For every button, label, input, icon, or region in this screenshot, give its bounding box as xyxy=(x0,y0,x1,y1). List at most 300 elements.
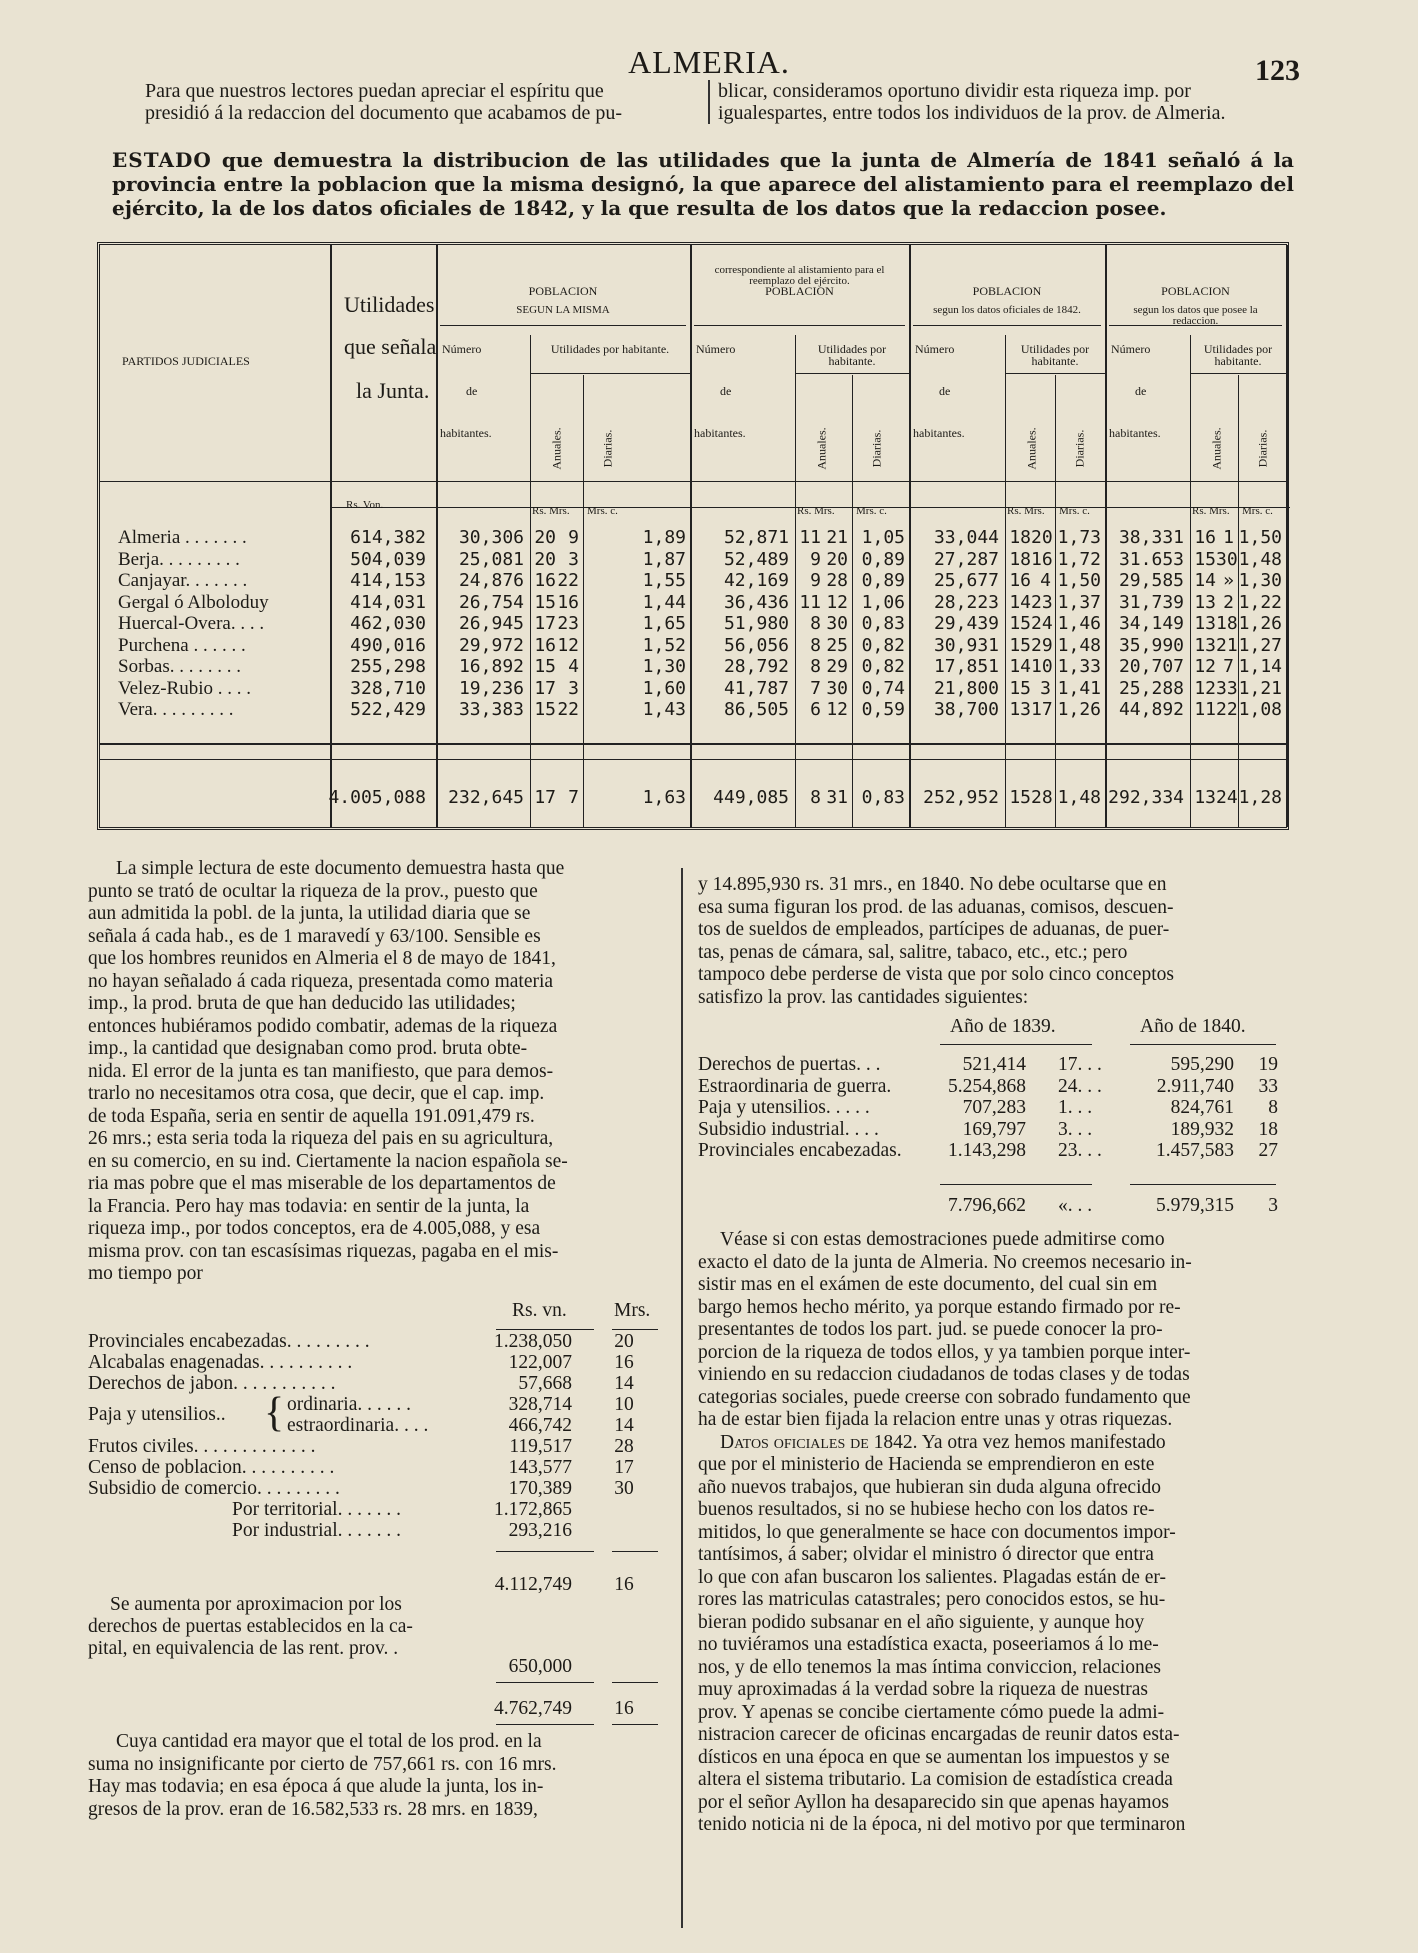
total-1839: 7.796,662 xyxy=(948,1195,1026,1216)
cell-habitantes: 29,972 xyxy=(458,634,524,656)
list-label: ordinaria. . . . . . xyxy=(287,1394,412,1415)
cell-diarias: 0,82 xyxy=(861,656,905,677)
cell-diarias: 1,46 xyxy=(1057,613,1101,634)
cell-anuales-rs: 12 xyxy=(1194,656,1216,677)
row-partido: Velez-Rubio . . . . xyxy=(118,677,251,699)
cell-anuales-rs: 8 xyxy=(810,613,821,634)
body-line: Hay mas todavia; en esa época á que alude la junta, los in- xyxy=(88,1776,544,1797)
header-poblacion: POBLACION xyxy=(1161,284,1230,298)
list-mrs: 10 xyxy=(614,1394,634,1415)
cell-utilidades: 614,382 xyxy=(350,527,426,548)
cell-anuales-rs: 12 xyxy=(1194,677,1216,699)
cell-anuales-mrs: 21 xyxy=(826,527,848,548)
header-numero: Número xyxy=(915,342,955,356)
list-rs: 119,517 xyxy=(509,1436,572,1457)
cell-diarias: 1,48 xyxy=(1057,634,1101,656)
cell-habitantes: 51,980 xyxy=(723,613,789,634)
body-line: misma prov. con tan escasísimas riquezas, pagaba en el mis- xyxy=(88,1240,559,1262)
list-rule xyxy=(1130,1184,1276,1185)
cell-diarias: 1,26 xyxy=(1057,699,1101,720)
list-label: Provinciales encabezadas. xyxy=(698,1140,902,1161)
body-line: imp., la cantidad que designaban como prod. bruta obte- xyxy=(88,1038,528,1059)
list-rule xyxy=(496,1682,594,1683)
cell-anuales-mrs: 4 xyxy=(1040,570,1051,591)
header-utilidades: Utilidades xyxy=(344,292,435,317)
cell-anuales-mrs: 16 xyxy=(557,591,579,613)
list-1840: 2.911,740 xyxy=(1156,1075,1234,1097)
cell-anuales-rs: 11 xyxy=(1194,699,1216,720)
cell-diarias: 0,89 xyxy=(861,548,905,570)
body-line: 26 mrs.; esta seria toda la riqueza del pais en su agricultura, xyxy=(88,1128,554,1149)
body-line: no hayan señalado á cada riqueza, presentada como materia xyxy=(88,970,554,992)
header-poblacion-sub: SEGUN LA MISMA xyxy=(516,304,610,316)
total-diarias: 1,28 xyxy=(1238,787,1282,808)
header-poblacion: POBLACION xyxy=(765,284,834,298)
cell-habitantes: 41,787 xyxy=(723,677,789,699)
list-rs: 293,216 xyxy=(508,1520,572,1541)
cell-anuales-rs: 15 xyxy=(1194,548,1216,570)
body-line: gresos de la prov. eran de 16.582,533 rs. 28 mrs. en 1839, xyxy=(88,1798,538,1820)
total-habitantes: 449,085 xyxy=(713,787,789,808)
list-1839: 169,797 xyxy=(962,1118,1026,1140)
header-units-mrsc: Mrs. c. xyxy=(856,505,887,517)
cell-diarias: 1,72 xyxy=(1057,548,1101,570)
list-label: Subsidio de comercio. . . . . . . . . xyxy=(88,1478,340,1499)
body-line: muy aproximadas á la verdad sobre la riqueza de nuestras xyxy=(698,1679,1148,1700)
total-anuales-mrs: 28 xyxy=(1031,787,1053,808)
intro-right xyxy=(708,80,1303,124)
list-rule xyxy=(612,1724,658,1725)
caption-lead: ESTADO xyxy=(112,148,212,172)
table-rule xyxy=(100,759,1286,760)
body-line: lo que con afan buscaron los salientes. Plagadas están de er- xyxy=(698,1566,1166,1588)
cell-diarias: 1,60 xyxy=(642,677,686,699)
cell-habitantes: 30,931 xyxy=(933,634,999,656)
list-label: Estraordinaria de guerra. xyxy=(698,1075,892,1097)
cell-anuales-rs: 20 xyxy=(534,548,556,570)
list-1839-mrs: 3. . . xyxy=(1058,1118,1093,1140)
body-line: y 14.895,930 rs. 31 mrs., en 1840. No debe ocultarse que en xyxy=(698,874,1167,895)
page-number: 123 xyxy=(1255,54,1300,87)
header-de: de xyxy=(720,384,732,398)
header-habitantes: habitantes. xyxy=(440,426,492,440)
total-mrs: 16 xyxy=(614,1698,634,1719)
cell-anuales-rs: 15 xyxy=(1009,613,1031,634)
row-partido: Vera. . . . . . . . . xyxy=(118,699,234,720)
list-label: Por territorial. . . . . . . xyxy=(232,1499,401,1520)
header-units-mrsc: Mrs. c. xyxy=(1242,505,1273,517)
cell-diarias: 0,59 xyxy=(861,699,905,720)
statistics-table xyxy=(97,242,1289,830)
body-line: satisfizo la prov. las cantidades siguientes: xyxy=(698,986,1029,1008)
body-line: tos de sueldos de empleados, partícipes de aduanas, de puer- xyxy=(698,919,1170,940)
header-units-rsmrs: Rs. Mrs. xyxy=(797,505,835,517)
body-line: altera el sistema tributario. La comision de estadística creada xyxy=(698,1769,1173,1790)
body-line: suma no insignificante por cierto de 757,661 rs. con 16 mrs. xyxy=(88,1753,557,1775)
list-rule xyxy=(940,1184,1092,1185)
list-label: Alcabalas enagenadas. . . . . . . . . . xyxy=(88,1352,353,1373)
row-partido: Gergal ó Alboloduy xyxy=(118,591,269,613)
list-mrs: 30 xyxy=(614,1478,634,1499)
cell-diarias: 1,52 xyxy=(642,634,686,656)
body-line: tenido noticia ni de la época, ni del motivo por que terminaron xyxy=(698,1814,1186,1835)
table-rule xyxy=(100,743,1286,745)
running-title: ALMERIA. xyxy=(628,44,790,80)
cell-habitantes: 27,287 xyxy=(933,548,999,570)
total-1839-mrs: «. . . xyxy=(1058,1195,1093,1216)
datos-line xyxy=(698,1432,1280,1455)
header-utilidades-por-habitante: Utilidades por habitante. xyxy=(817,342,887,368)
cell-habitantes: 31,739 xyxy=(1118,591,1184,613)
cell-anuales-mrs: 24 xyxy=(1031,613,1053,634)
list-1839-mrs: 24. . . xyxy=(1058,1075,1102,1097)
cell-habitantes: 34,149 xyxy=(1118,613,1184,634)
body-line: bargo hemos hecho mérito, ya porque estando firmado por re- xyxy=(698,1296,1181,1318)
cell-anuales-mrs: 7 xyxy=(1223,656,1234,677)
cell-diarias: 1,73 xyxy=(1057,527,1101,548)
body-line: tampoco debe perderse de vista que por solo cinco conceptos xyxy=(698,964,1174,985)
header-anuales: Anuales. xyxy=(1024,427,1039,470)
cell-anuales-mrs: 12 xyxy=(826,591,848,613)
cell-anuales-mrs: 28 xyxy=(826,570,848,591)
cell-anuales-mrs: 30 xyxy=(826,677,848,699)
cell-habitantes: 25,081 xyxy=(458,548,524,570)
cell-diarias: 1,08 xyxy=(1238,699,1282,720)
body-line: que los hombres reunidos en Almeria el 8 de mayo de 1841, xyxy=(88,948,556,969)
list-mrs: 17 xyxy=(614,1457,634,1478)
body-line: que por el ministerio de Hacienda se emprendieron en este xyxy=(698,1454,1155,1475)
total-anuales-rs: 8 xyxy=(810,787,821,808)
cell-habitantes: 33,383 xyxy=(458,699,524,720)
cell-utilidades: 255,298 xyxy=(350,656,426,677)
cell-anuales-rs: 16 xyxy=(1194,527,1216,548)
header-numero: Número xyxy=(442,342,482,356)
cell-diarias: 0,74 xyxy=(861,677,905,699)
table-rule xyxy=(330,245,332,827)
cell-diarias: 1,65 xyxy=(642,613,686,634)
cell-diarias: 1,50 xyxy=(1238,527,1282,548)
cell-anuales-mrs: 12 xyxy=(826,699,848,720)
cell-habitantes: 36,436 xyxy=(723,591,789,613)
cell-anuales-mrs: 20 xyxy=(826,548,848,570)
row-partido: Purchena . . . . . . xyxy=(118,634,246,656)
left-column-end xyxy=(88,1731,668,1821)
body-line: esa suma figuran los prod. de las aduanas, comisos, descuen- xyxy=(698,896,1174,918)
body-line: año nuevos trabajos, que hubieran sin duda alguna ofrecido xyxy=(698,1476,1161,1498)
cell-anuales-rs: 14 xyxy=(1194,570,1216,591)
cell-anuales-mrs: 23 xyxy=(557,613,579,634)
body-line: nistracion carecer de oficinas encargadas de reunir datos esta- xyxy=(698,1724,1180,1745)
cell-habitantes: 35,990 xyxy=(1118,634,1184,656)
cell-anuales-rs: 18 xyxy=(1009,527,1031,548)
table-caption xyxy=(112,148,1294,220)
paja-label: Paja y utensilios.. xyxy=(88,1404,226,1425)
column-divider xyxy=(681,868,683,1928)
list-1840-mrs: 8 xyxy=(1268,1097,1278,1118)
cell-utilidades: 414,031 xyxy=(350,591,426,613)
list-1839: 707,283 xyxy=(962,1097,1026,1118)
cell-anuales-rs: 15 xyxy=(534,699,556,720)
cell-anuales-rs: 6 xyxy=(810,699,821,720)
body-line: aun admitida la pobl. de la junta, la utilidad diaria que se xyxy=(88,903,531,924)
list-rule xyxy=(496,1329,594,1330)
cell-diarias: 0,89 xyxy=(861,570,905,591)
cell-anuales-mrs: 23 xyxy=(1031,591,1053,613)
header-numero: Número xyxy=(696,342,736,356)
left-column xyxy=(88,858,668,1286)
list-1840-mrs: 33 xyxy=(1258,1075,1278,1097)
header-units-rsmrs: Rs. Mrs. xyxy=(1192,505,1230,517)
cell-habitantes: 29,439 xyxy=(933,613,999,634)
cell-habitantes: 44,892 xyxy=(1118,699,1184,720)
cell-anuales-mrs: 18 xyxy=(1216,613,1238,634)
table-rule xyxy=(1286,245,1288,827)
header-habitantes: habitantes. xyxy=(694,426,746,440)
list-label: Por industrial. . . . . . . xyxy=(232,1520,401,1541)
aumenta-line: pital, en equivalencia de las rent. prov. . xyxy=(88,1638,399,1659)
body-line: exacto el dato de la junta de Almeria. No creemos necesario in- xyxy=(698,1251,1192,1273)
cell-habitantes: 30,306 xyxy=(458,527,524,548)
header-poblacion: POBLACION xyxy=(528,284,598,298)
cell-anuales-mrs: 29 xyxy=(826,656,848,677)
table-rule xyxy=(530,373,690,374)
list-1840-mrs: 19 xyxy=(1258,1054,1278,1075)
cell-diarias: 1,87 xyxy=(642,548,686,570)
body-line: no tuviéramos una estadística exacta, poseeriamos á lo me- xyxy=(698,1634,1159,1655)
total-diarias: 1,48 xyxy=(1057,787,1101,808)
cell-anuales-rs: 8 xyxy=(810,656,821,677)
body-line: porcion de la riqueza de todos ellos, y ya tambien porque inter- xyxy=(698,1341,1191,1363)
row-partido: Berja. . . . . . . . . xyxy=(118,548,240,570)
header-poblacion-sub: correspondiente al alistamiento para el reemplazo del ejército. xyxy=(714,264,885,287)
cell-habitantes: 33,044 xyxy=(933,527,999,548)
list-1840: 824,761 xyxy=(1170,1097,1234,1118)
intro-line: presidió á la redaccion del documento que acabamos de pu- xyxy=(145,102,623,124)
row-partido: Sorbas. . . . . . . . xyxy=(118,656,241,677)
right-column-body xyxy=(698,1229,1280,1837)
cell-anuales-rs: 13 xyxy=(1194,634,1216,656)
header-anuales: Anuales. xyxy=(549,427,564,470)
cell-diarias: 1,41 xyxy=(1057,677,1101,699)
list-mrs: 16 xyxy=(614,1352,634,1373)
header-diarias: Diarias. xyxy=(1255,429,1270,468)
cell-anuales-mrs: 3 xyxy=(568,548,579,570)
intro-line: Para que nuestros lectores puedan apreciar el espíritu que xyxy=(145,80,604,102)
cell-anuales-mrs: 4 xyxy=(568,656,579,677)
aumenta-rs: 650,000 xyxy=(508,1656,572,1677)
header-poblacion-sub: segun los datos oficiales de 1842. xyxy=(933,304,1081,316)
cell-anuales-rs: 20 xyxy=(534,527,556,548)
cell-anuales-rs: 7 xyxy=(810,677,821,699)
list-rule xyxy=(1130,1044,1276,1045)
list-rule xyxy=(496,1551,594,1552)
body-line: dísticos en una época en que se aumentan los impuestos y se xyxy=(698,1746,1170,1768)
header-partidos: PARTIDOS JUDICIALES xyxy=(122,354,250,368)
list-rs: 328,714 xyxy=(508,1394,572,1415)
list-label: Subsidio industrial. . . . xyxy=(698,1118,879,1140)
header-units-rsmrs: Rs. Mrs. xyxy=(1007,505,1045,517)
list-1840: 1.457,583 xyxy=(1156,1140,1234,1161)
total-habitantes: 292,334 xyxy=(1108,787,1184,808)
list-rs: 170,389 xyxy=(508,1478,572,1499)
list-rs: 57,668 xyxy=(518,1373,572,1394)
cell-anuales-rs: 13 xyxy=(1194,613,1216,634)
header-anuales: Anuales. xyxy=(814,427,829,470)
body-line: punto se trató de ocultar la riqueza de la prov., puesto que xyxy=(88,880,538,902)
cell-anuales-mrs: 22 xyxy=(1216,699,1238,720)
list-1840-mrs: 18 xyxy=(1258,1118,1278,1140)
body-line: tantísimos, á saber; olvidar el ministro ó director que entra xyxy=(698,1544,1154,1565)
cell-anuales-mrs: 3 xyxy=(568,677,579,699)
cell-habitantes: 26,754 xyxy=(458,591,524,613)
cell-anuales-rs: 14 xyxy=(1009,591,1031,613)
list-rs: 143,577 xyxy=(508,1457,572,1478)
body-line: sistir mas en el exámen de este documento, del cual sin em xyxy=(698,1274,1158,1295)
aumenta-line: Se aumenta por aproximacion por los xyxy=(110,1594,402,1615)
body-line: categorias sociales, puede creerse con sobrado fundamento que xyxy=(698,1386,1191,1408)
list-rs: 466,742 xyxy=(508,1415,572,1436)
total-1840: 5.979,315 xyxy=(1156,1195,1234,1216)
cell-anuales-mrs: » xyxy=(1223,570,1234,591)
total-anuales-mrs: 24 xyxy=(1216,787,1238,808)
cell-diarias: 1,30 xyxy=(642,656,686,677)
cell-diarias: 1,21 xyxy=(1238,677,1282,699)
cell-utilidades: 462,030 xyxy=(350,613,426,634)
total-rs: 4.762,749 xyxy=(494,1698,572,1719)
datos-first: Ya otra vez hemos manifestado xyxy=(921,1431,1166,1453)
cell-habitantes: 25,677 xyxy=(933,570,999,591)
list-mrs: 14 xyxy=(614,1373,634,1394)
cell-utilidades: 504,039 xyxy=(350,548,426,570)
body-line: Cuya cantidad era mayor que el total de los prod. en la xyxy=(116,1731,542,1752)
cell-anuales-rs: 15 xyxy=(1009,677,1031,699)
cell-anuales-mrs: 22 xyxy=(557,699,579,720)
table-rule xyxy=(1190,373,1286,374)
list-header-rsvn: Rs. vn. xyxy=(512,1300,567,1321)
table-rule xyxy=(795,335,796,827)
list-1839-mrs: 1. . . xyxy=(1058,1097,1093,1118)
body-line: mitidos, lo que generalmente se hace con documentos impor- xyxy=(698,1521,1176,1543)
cell-diarias: 1,05 xyxy=(861,527,905,548)
total-habitantes: 232,645 xyxy=(448,787,524,808)
cell-diarias: 1,50 xyxy=(1057,570,1101,591)
cell-diarias: 1,44 xyxy=(642,591,686,613)
list-rule xyxy=(612,1682,658,1683)
list-1839-mrs: 23. . . xyxy=(1058,1140,1102,1161)
body-line: trarlo no necesitamos otra cosa, que decir, que el cap. imp. xyxy=(88,1083,545,1104)
cell-diarias: 1,30 xyxy=(1238,570,1282,591)
caption-text: que demuestra la distribucion de las utilidades que la junta de Almería de 1841 señaló á la provincia entre la poblacion que la misma designó, la que aparece del alistamiento para el reemplazo del ejército, la de los datos oficiales de 1842, y la que resulta de los datos que la redaccion posee. xyxy=(112,148,1295,220)
list-mrs: 14 xyxy=(614,1415,634,1436)
cell-anuales-rs: 8 xyxy=(810,634,821,656)
table-rule xyxy=(530,335,531,827)
cell-anuales-rs: 13 xyxy=(1009,699,1031,720)
body-line: rores las matriculas catastrales; pero conocidos estos, se hu- xyxy=(698,1589,1166,1610)
cell-habitantes: 56,056 xyxy=(723,634,789,656)
cell-anuales-rs: 14 xyxy=(1009,656,1031,677)
cell-anuales-mrs: 17 xyxy=(1031,699,1053,720)
header-de: de xyxy=(466,384,478,398)
header-utilidades-por-habitante: Utilidades por habitante. xyxy=(1020,342,1090,368)
cell-diarias: 1,55 xyxy=(642,570,686,591)
body-line: por el señor Ayllon ha desaparecido sin que apenas hayamos xyxy=(698,1791,1169,1813)
cell-diarias: 1,27 xyxy=(1238,634,1282,656)
body-line: mo tiempo por xyxy=(88,1263,203,1284)
body-line: tas, penas de cámara, sal, salitre, tabaco, etc., etc.; pero xyxy=(698,941,1128,963)
cell-anuales-mrs: 33 xyxy=(1216,677,1238,699)
list-label: Derechos de puertas. . . xyxy=(698,1054,881,1075)
cell-habitantes: 25,288 xyxy=(1118,677,1184,699)
total-anuales-mrs: 7 xyxy=(568,787,579,808)
table-rule xyxy=(1005,373,1105,374)
list-label: estraordinaria. . . . xyxy=(287,1415,429,1436)
header-habitantes: habitantes. xyxy=(913,426,965,440)
total-1840-mrs: 3 xyxy=(1268,1195,1278,1216)
body-line: nida. El error de la junta es tan manifiesto, que para demos- xyxy=(88,1060,554,1082)
body-line: de toda España, seria en sentir de aquella 191.091,479 rs. xyxy=(88,1105,535,1127)
body-line: nos, y de ello tenemos la mas íntima conviccion, relaciones xyxy=(698,1656,1161,1678)
header-anuales: Anuales. xyxy=(1209,427,1224,470)
cell-anuales-rs: 16 xyxy=(534,570,556,591)
intro-line: blicar, consideramos oportuno dividir esta riqueza imp. por xyxy=(718,80,1191,102)
list-1839: 521,414 xyxy=(962,1054,1026,1075)
list-1839-mrs: 17. . . xyxy=(1058,1054,1102,1075)
list-1840: 595,290 xyxy=(1170,1054,1234,1075)
cell-diarias: 1,48 xyxy=(1238,548,1282,570)
total-anuales-rs: 15 xyxy=(1009,787,1031,808)
cell-habitantes: 38,331 xyxy=(1118,527,1184,548)
cell-anuales-rs: 16 xyxy=(534,634,556,656)
cell-habitantes: 42,169 xyxy=(723,570,789,591)
cell-diarias: 1,33 xyxy=(1057,656,1101,677)
list-1839: 1.143,298 xyxy=(948,1140,1026,1161)
aumenta-line: derechos de puertas establecidos en la ca- xyxy=(88,1616,413,1637)
cell-diarias: 0,83 xyxy=(861,613,905,634)
cell-anuales-rs: 15 xyxy=(534,656,556,677)
body-line: presentantes de todos los part. jud. se puede conocer la pro- xyxy=(698,1319,1163,1340)
body-line: Véase si con estas demostraciones puede admitirse como xyxy=(720,1229,1165,1250)
cell-diarias: 1,26 xyxy=(1238,613,1282,634)
cell-anuales-rs: 17 xyxy=(534,677,556,699)
header-poblacion: POBLACION xyxy=(972,284,1042,298)
body-line: en su comercio, en su ind. Ciertamente la nacion española se- xyxy=(88,1150,568,1172)
list-rs: 1.172,865 xyxy=(494,1499,572,1520)
table-rule xyxy=(1190,335,1191,827)
table-rule xyxy=(913,325,1101,326)
cell-anuales-mrs: 12 xyxy=(557,634,579,656)
subtotal-mrs: 16 xyxy=(614,1574,634,1595)
header-utilidades: que señala xyxy=(344,334,437,359)
body-line: imp., la prod. bruta de que han deducido las utilidades; xyxy=(88,993,516,1014)
cell-utilidades: 522,429 xyxy=(350,699,426,720)
list-label: Provinciales encabezadas. . . . . . . . . xyxy=(88,1331,370,1352)
body-line: la Francia. Pero hay mas todavia: en sentir de la junta, la xyxy=(88,1195,530,1217)
cell-habitantes: 52,489 xyxy=(723,548,789,570)
header-diarias: Diarias. xyxy=(869,429,884,468)
cell-utilidades: 490,016 xyxy=(350,634,426,656)
cell-utilidades: 414,153 xyxy=(350,570,426,591)
header-utilidades-por-habitante: Utilidades por habitante. xyxy=(1203,342,1273,368)
body-line: prov. Y apenas se concibe ciertamente cómo puede la admi- xyxy=(698,1701,1165,1723)
header-diarias: Diarias. xyxy=(1072,429,1087,468)
cell-anuales-mrs: 21 xyxy=(1216,634,1238,656)
cell-utilidades: 328,710 xyxy=(350,677,426,699)
list-label: Frutos civiles. . . . . . . . . . . . . xyxy=(88,1436,316,1457)
total-anuales-rs: 17 xyxy=(534,787,556,808)
cell-anuales-mrs: 3 xyxy=(1040,677,1051,699)
list-label: Derechos de jabon. . . . . . . . . . . xyxy=(88,1373,336,1394)
right-column-intro xyxy=(698,874,1280,1009)
